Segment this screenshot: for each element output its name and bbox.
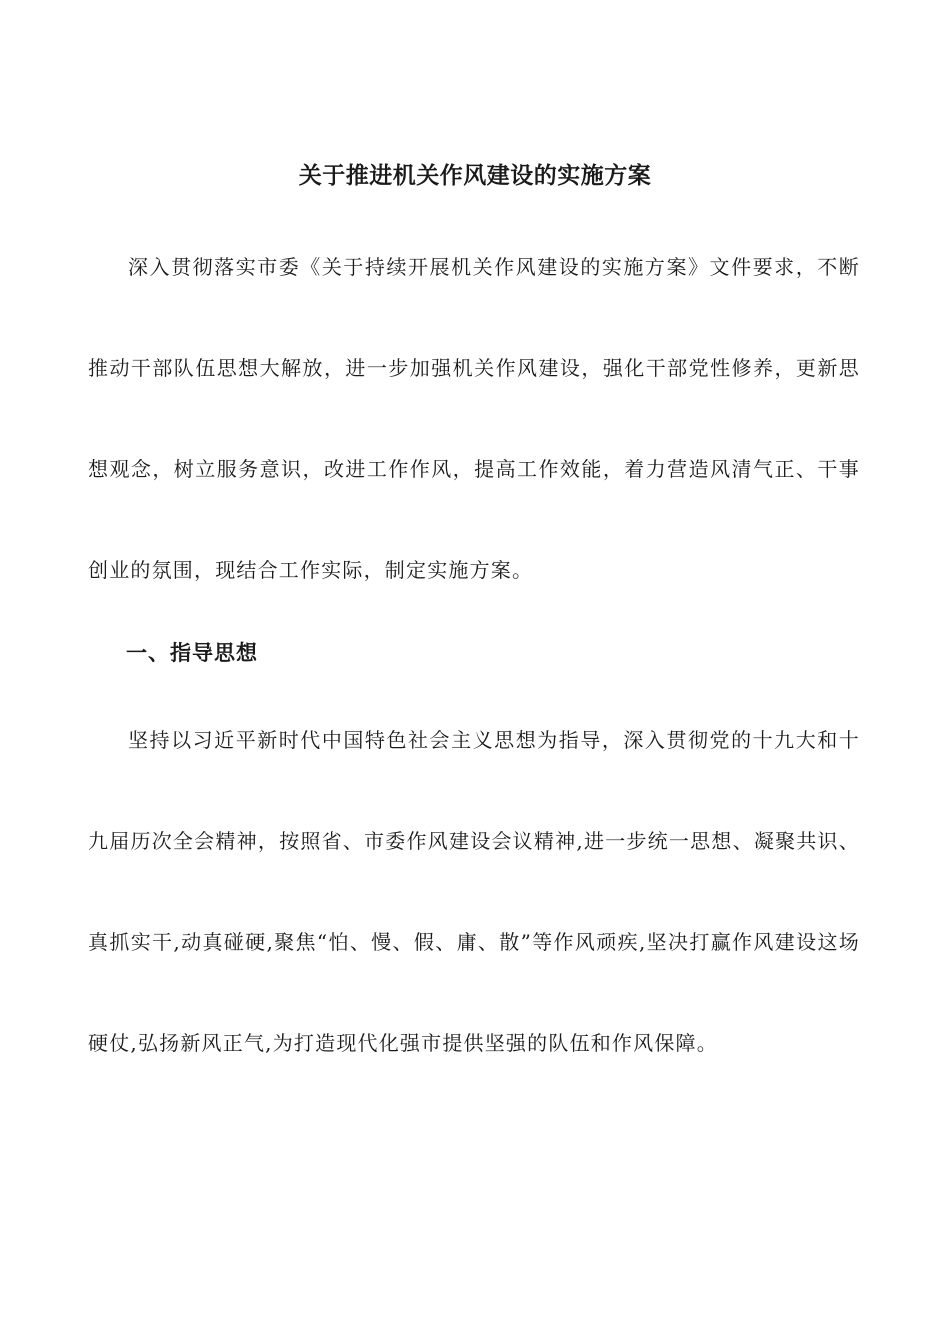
- document-title: 关于推进机关作风建设的实施方案: [298, 163, 652, 189]
- section-heading-guiding-ideology: 一、指导思想: [126, 641, 258, 665]
- intro-paragraph: 深入贯彻落实市委《关于持续开展机关作风建设的实施方案》文件要求，不断推动干部队伍思想大解放，进一步加强机关作风建设，强化干部党性修养，更新思想观念，树立服务意识，改进工作作风，提高工作效能，着力营造风清气正、干事创业的氛围，现结合工作实际，制定实施方案。: [88, 255, 860, 582]
- guiding-ideology-paragraph: 坚持以习近平新时代中国特色社会主义思想为指导，深入贯彻党的十九大和十九届历次全会精神，按照省、市委作风建设会议精神,进一步统一思想、凝聚共识、真抓实干,动真碰硬,聚焦“怕、慢、假、庸、散”等作风顽疾,坚决打赢作风建设这场硬仗,弘扬新风正气,为打造现代化强市提供坚强的队伍和作风保障。: [88, 728, 860, 1055]
